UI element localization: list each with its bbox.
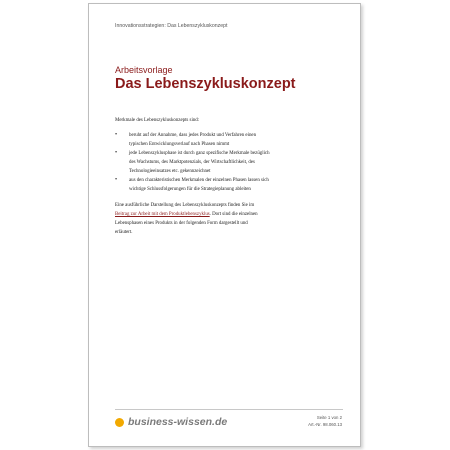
paragraph-line: erläutert. bbox=[115, 230, 133, 235]
article-number: Art.-Nr. 98.060.13 bbox=[308, 422, 342, 427]
article-link[interactable]: Beitrag zur Arbeit mit dem Produktlebenszyklus bbox=[115, 212, 210, 217]
list-item bbox=[115, 176, 340, 194]
bullet-icon: • bbox=[115, 132, 118, 138]
logo-text: business-wissen.de bbox=[128, 416, 228, 428]
document-page bbox=[88, 3, 361, 447]
paragraph-line: Lebensphasen eines Produkts in der folgenden Form dargestellt und bbox=[115, 221, 248, 226]
bullet-icon: • bbox=[115, 177, 118, 183]
paragraph-text: . Dort sind die einzelnen bbox=[209, 212, 258, 217]
bullet-icon: • bbox=[115, 150, 118, 156]
page-number: Seite 1 von 2 bbox=[316, 415, 342, 420]
footer-divider bbox=[115, 409, 343, 410]
logo-dot-icon bbox=[115, 418, 124, 427]
bullet-line: wichtige Schlussfolgerungen für die Strategieplanung ableiten bbox=[129, 187, 251, 192]
feature-list bbox=[115, 131, 340, 194]
intro-text: Merkmale des Lebenszykluskonzepts sind: bbox=[115, 118, 200, 123]
bullet-line: jede Lebenszyklusphase ist durch ganz spezifische Merkmale bezüglich bbox=[129, 151, 270, 156]
document-body bbox=[115, 116, 340, 237]
bullet-line: aus den charakteristischen Merkmalen der einzelnen Phasen lassen sich bbox=[129, 178, 269, 183]
paragraph-line: Eine ausführliche Darstellung des Lebenszykluskonzepts finden Sie im bbox=[115, 203, 255, 208]
bullet-line: Technologieeinsatzes etc. gekennzeichnet bbox=[129, 169, 211, 174]
list-item bbox=[115, 131, 340, 149]
bullet-line: beruht auf der Annahme, dass jedes Produkt und Verfahren einen bbox=[129, 133, 257, 138]
page-info bbox=[308, 414, 342, 428]
running-header: Innovationsstrategien: Das Lebenszykluskonzept bbox=[115, 23, 228, 29]
bullet-line: des Wachstums, des Marktpotenzials, der Wirtschaftlichkeit, des bbox=[129, 160, 255, 165]
bullet-line: typischen Entwicklungsverlauf nach Phasen nimmt bbox=[129, 142, 230, 147]
reference-paragraph bbox=[115, 201, 340, 237]
list-item bbox=[115, 149, 340, 176]
brand-logo bbox=[115, 416, 227, 428]
document-kicker: Arbeitsvorlage bbox=[115, 65, 173, 75]
page-title: Das Lebenszykluskonzept bbox=[115, 76, 296, 92]
paragraph-line bbox=[115, 210, 340, 219]
